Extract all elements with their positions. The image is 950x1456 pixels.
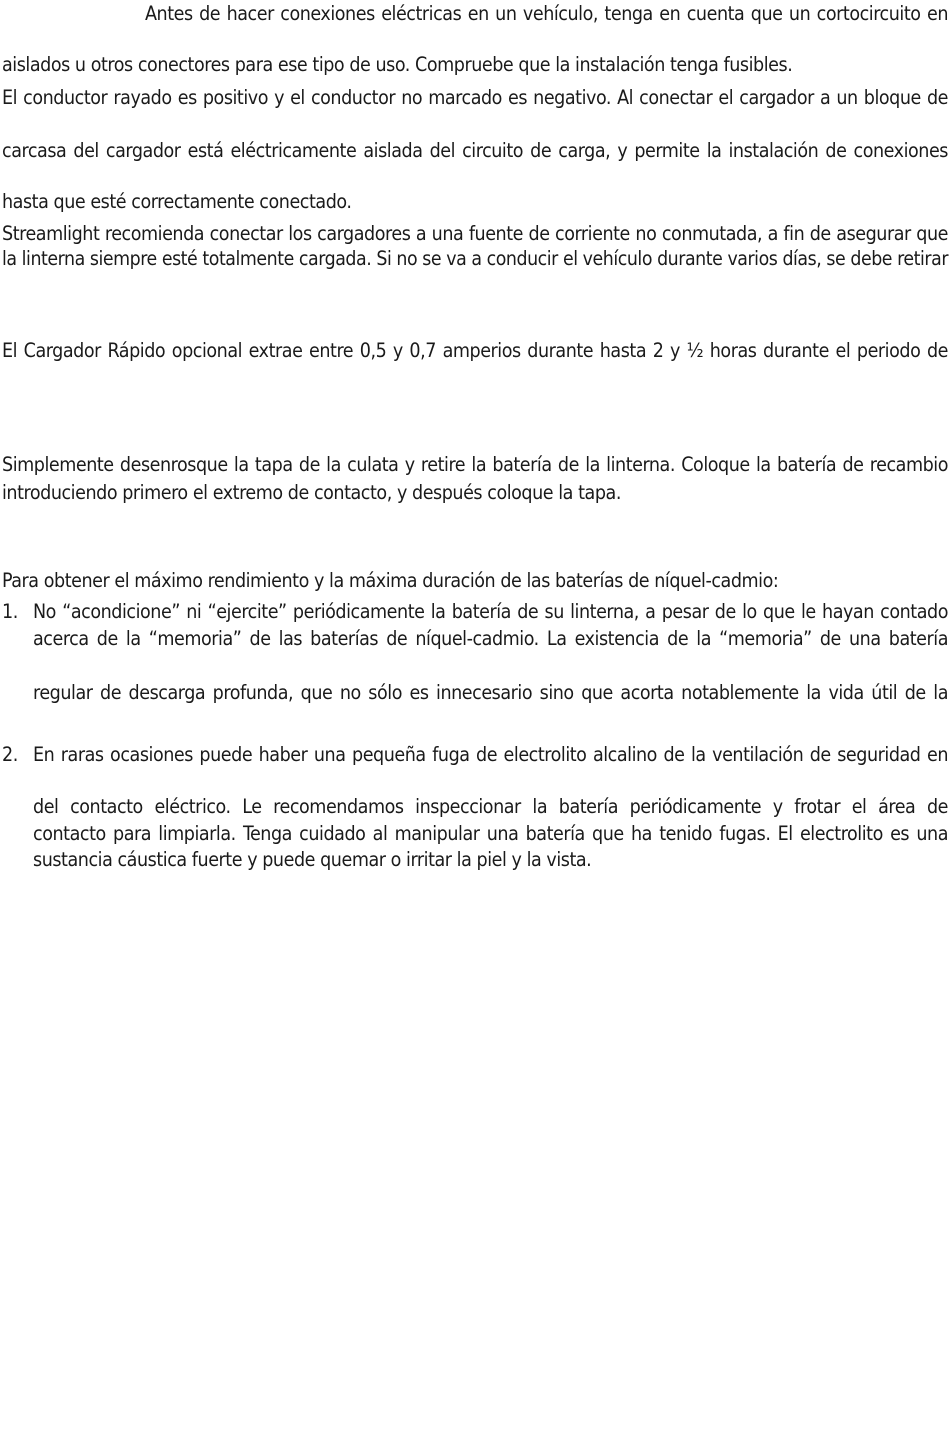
list-item-line: regular de descarga profunda, que no sólo es innecesario sino que acorta notablemente la vida útil de la: [33, 681, 948, 704]
list-number: 2.: [2, 743, 18, 766]
list-number: 1.: [2, 600, 18, 623]
paragraph-line: El conductor rayado es positivo y el conductor no marcado es negativo. Al conectar el cargador a un bloque de: [2, 86, 948, 109]
list-item-line: del contacto eléctrico. Le recomendamos inspeccionar la batería periódicamente y frotar el área de: [33, 795, 948, 818]
paragraph-line: Para obtener el máximo rendimiento y la máxima duración de las baterías de níquel-cadmio:: [2, 569, 779, 592]
list-item-line: contacto para limpiarla. Tenga cuidado al manipular una batería que ha tenido fugas. El electrolito es una: [33, 822, 948, 845]
paragraph-line: Streamlight recomienda conectar los cargadores a una fuente de corriente no conmutada, a fin de asegurar que: [2, 222, 948, 245]
list-item-line: acerca de la “memoria” de las baterías de níquel-cadmio. La existencia de la “memoria” de una batería: [33, 627, 948, 650]
paragraph-line: carcasa del cargador está eléctricamente aislada del circuito de carga, y permite la instalación de conexiones: [2, 139, 948, 162]
paragraph-line: Simplemente desenrosque la tapa de la culata y retire la batería de la linterna. Coloque la batería de recambio: [2, 453, 948, 476]
paragraph-line: El Cargador Rápido opcional extrae entre 0,5 y 0,7 amperios durante hasta 2 y ½ horas durante el periodo de: [2, 339, 948, 362]
paragraph-line: la linterna siempre esté totalmente cargada. Si no se va a conducir el vehículo durante varios días, se debe retirar: [2, 247, 949, 270]
list-item-line: sustancia cáustica fuerte y puede quemar o irritar la piel y la vista.: [33, 848, 592, 871]
paragraph-line: introduciendo primero el extremo de contacto, y después coloque la tapa.: [2, 481, 621, 504]
list-item-line: No “acondicione” ni “ejercite” periódicamente la batería de su linterna, a pesar de lo que le hayan contado: [33, 600, 948, 623]
paragraph-line: hasta que esté correctamente conectado.: [2, 190, 352, 213]
list-item-line: En raras ocasiones puede haber una pequeña fuga de electrolito alcalino de la ventilación de seguridad en: [33, 743, 948, 766]
paragraph-line: aislados u otros conectores para ese tipo de uso. Compruebe que la instalación tenga fusibles.: [2, 53, 793, 76]
paragraph-line: Antes de hacer conexiones eléctricas en un vehículo, tenga en cuenta que un cortocircuito en: [145, 2, 948, 25]
